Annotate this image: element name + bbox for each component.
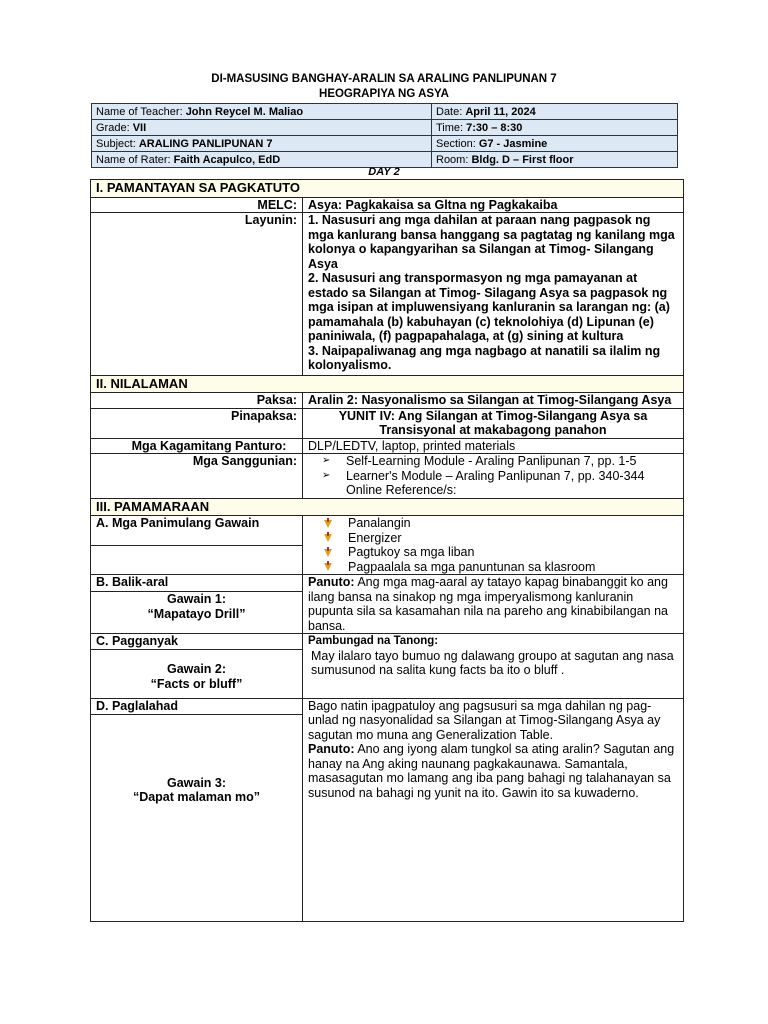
list-item xyxy=(320,531,678,546)
gawain1-title: Gawain 1: xyxy=(166,592,227,606)
room-value: Bldg. D – First floor xyxy=(471,153,574,166)
b-panuto-text: Ang mga mag-aaral ay tatayo kapag binabanggit ko ang ilang bansa na sinakop ng mga imperyalismong kanluranin pupunta sila sa kasamahan nila na pareho ang kinabibilangan na bansa. xyxy=(308,575,668,633)
c-text: May ilalaro tayo bumuo ng dalawang groupo at sagutan ang nasa sumusunod na salita kung facts ba ito o bluff . xyxy=(311,648,674,677)
kagamitan-value: DLP/LEDTV, laptop, printed materials xyxy=(303,438,684,454)
paksa-value: Aralin 2: Nasyonalismo sa Silangan at Timog-Silangang Asya xyxy=(303,393,684,409)
a-content xyxy=(303,516,684,575)
kagamitan-label: Mga Kagamitang Panturo: xyxy=(91,438,303,454)
pinapaksa-value: YUNIT IV: Ang Silangan at Timog-Silangang Asya sa Transisyonal at makabagong panahon xyxy=(303,408,684,438)
layunin-content xyxy=(303,213,684,376)
paksa-label: Paksa: xyxy=(91,393,303,409)
list-item xyxy=(308,454,678,469)
document-title: DI-MASUSING BANGHAY-ARALIN SA ARALING PANLIPUNAN 7 xyxy=(211,73,557,85)
rater-label: Name of Rater: xyxy=(96,153,174,166)
triangle-arrow-icon: ➢ xyxy=(322,455,331,466)
d-label: D. Paglalahad xyxy=(91,698,303,714)
a-item: Panalangin xyxy=(348,516,411,530)
subject-label: Subject: xyxy=(96,137,139,150)
a-spacer xyxy=(91,546,303,575)
d-content xyxy=(303,698,684,921)
c-label: C. Pagganyak xyxy=(91,634,303,650)
gawain3-title: Gawain 3: xyxy=(166,775,227,790)
c-content xyxy=(303,634,684,699)
d-panuto xyxy=(308,742,678,800)
gawain2-cell xyxy=(91,649,303,698)
subject-cell xyxy=(92,136,432,152)
date-value: April 11, 2024 xyxy=(465,105,536,118)
section-row xyxy=(91,180,684,198)
b-label: B. Balik-aral xyxy=(91,575,303,592)
section-value: G7 - Jasmine xyxy=(478,137,548,150)
sanggunian-row xyxy=(91,454,684,499)
d-row xyxy=(91,698,684,714)
melc-label: MELC: xyxy=(91,197,303,213)
list-item xyxy=(320,560,678,575)
subject-value: ARALING PANLIPUNAN 7 xyxy=(138,137,273,150)
paksa-row xyxy=(91,393,684,409)
layunin-item: 2. Nasusuri ang transpormasyon ng mga pamayanan at estado sa Silangan at Timog- Silagang Asya sa pagpasok ng mga isipan at impluwensiyang kanluranin sa larangan ng: (a) pamamahala (b) kabuhayan (c) teknolohiya (d) Lipunan (e) paniniwala, (f) pagpapahalaga, at (g) sining at kultura xyxy=(308,271,670,343)
layunin-item: 1. Nasusuri ang mga dahilan at paraan nang pagpasok ng mga kanlurang bansa hanggang sa pagtatag ng kanilang mga kolonya o kapangyarihan sa Silangan at Timog- Silangang Asya xyxy=(308,213,675,271)
pinapaksa-label: Pinapaksa: xyxy=(91,408,303,438)
section-heading-1: I. PAMANTAYAN SA PAGKATUTO xyxy=(91,180,684,198)
layunin-row xyxy=(91,213,684,376)
gawain1-name: “Mapatayo Drill” xyxy=(147,606,246,621)
rater-value: Faith Acapulco, EdD xyxy=(173,153,281,166)
sanggunian-item: Self-Learning Module - Araling Panlipunan 7, pp. 1-5 xyxy=(346,454,637,468)
section-row xyxy=(91,498,684,516)
section-heading-3: III. PAMAMARAAN xyxy=(91,498,684,516)
info-table xyxy=(91,103,678,168)
gawain2-title: Gawain 2: xyxy=(166,662,227,676)
a-item: Pagpaalala sa mga panuntunan sa klasroom xyxy=(348,559,596,574)
c-row xyxy=(91,634,684,650)
arrow-down-icon xyxy=(324,516,332,531)
layunin-label: Layunin: xyxy=(91,213,303,376)
pinapaksa-row xyxy=(91,408,684,438)
arrow-down-icon xyxy=(324,545,332,560)
melc-row xyxy=(91,197,684,213)
sanggunian-content xyxy=(303,454,684,499)
b-content xyxy=(303,575,684,634)
a-item: Pagtukoy sa mga liban xyxy=(348,545,475,559)
room-label: Room: xyxy=(436,153,472,166)
b-row xyxy=(91,575,684,592)
section-heading-2: II. NILALAMAN xyxy=(91,375,684,393)
date-label: Date: xyxy=(436,105,466,118)
gawain1-cell xyxy=(91,592,303,634)
section-cell xyxy=(432,136,678,152)
d-text: Bago natin ipagpatuloy ang pagsusuri sa mga dahilan ng pag-unlad ng nasyonalidad sa Silangan at Timog-Silangang Asya ay sagutan mo muna ang Generalization Table. xyxy=(308,698,661,742)
section-label: Section: xyxy=(436,137,479,150)
sanggunian-list xyxy=(308,454,678,483)
list-item xyxy=(320,516,678,531)
info-row xyxy=(92,120,678,136)
a-row xyxy=(91,516,684,546)
list-item xyxy=(308,469,678,484)
gawain2-name: “Facts or bluff” xyxy=(150,676,243,691)
a-label: A. Mga Panimulang Gawain xyxy=(91,516,303,546)
info-row xyxy=(92,136,678,152)
c-pambungad: Pambungad na Tanong: xyxy=(308,635,439,647)
teacher-value: John Reycel M. Maliao xyxy=(185,105,304,118)
d-panuto-text: Ano ang iyong alam tungkol sa ating aralin? Sagutan ang hanay na Ang aking naunang pagkakaunawa. Samantala, masasagutan mo lamang ang iba pang bahagi ng talahanayan sa susunod na bahagi ng yunit na ito. Gawin ito sa kuwaderno. xyxy=(308,742,675,800)
triangle-arrow-icon: ➢ xyxy=(322,469,331,481)
grade-value: VII xyxy=(132,121,147,134)
a-item: Energizer xyxy=(348,530,402,545)
online-reference: Online Reference/s: xyxy=(346,483,457,497)
arrow-down-icon xyxy=(324,531,332,546)
layunin-item: 3. Naipapaliwanag ang mga nagbago at nanatili sa ilalim ng kolonyalismo. xyxy=(308,343,661,372)
arrow-down-icon xyxy=(324,560,332,575)
time-cell xyxy=(432,120,678,136)
time-label: Time: xyxy=(436,121,467,134)
gawain3-cell xyxy=(91,714,303,921)
date-cell xyxy=(432,104,678,120)
list-item xyxy=(320,545,678,560)
grade-label: Grade: xyxy=(96,121,133,134)
teacher-cell xyxy=(92,104,432,120)
b-panuto-label: Panuto: xyxy=(308,575,355,589)
lesson-plan-table xyxy=(90,179,684,922)
a-list xyxy=(308,516,678,574)
sanggunian-item: Learner's Module – Araling Panlipunan 7, pp. 340-344 xyxy=(346,468,645,483)
gawain3-name: “Dapat malaman mo” xyxy=(132,790,261,804)
kagamitan-row xyxy=(91,438,684,454)
info-row xyxy=(92,104,678,120)
teacher-label: Name of Teacher: xyxy=(96,105,186,118)
section-row xyxy=(91,375,684,393)
sanggunian-label: Mga Sanggunian: xyxy=(91,454,303,499)
grade-cell xyxy=(92,120,432,136)
day-label: DAY 2 xyxy=(368,166,400,178)
document-subtitle: HEOGRAPIYA NG ASYA xyxy=(319,88,449,100)
d-panuto-label: Panuto: xyxy=(308,742,355,756)
melc-value: Asya: Pagkakaisa sa Gltna ng Pagkakaiba xyxy=(303,197,684,213)
time-value: 7:30 – 8:30 xyxy=(466,121,523,134)
